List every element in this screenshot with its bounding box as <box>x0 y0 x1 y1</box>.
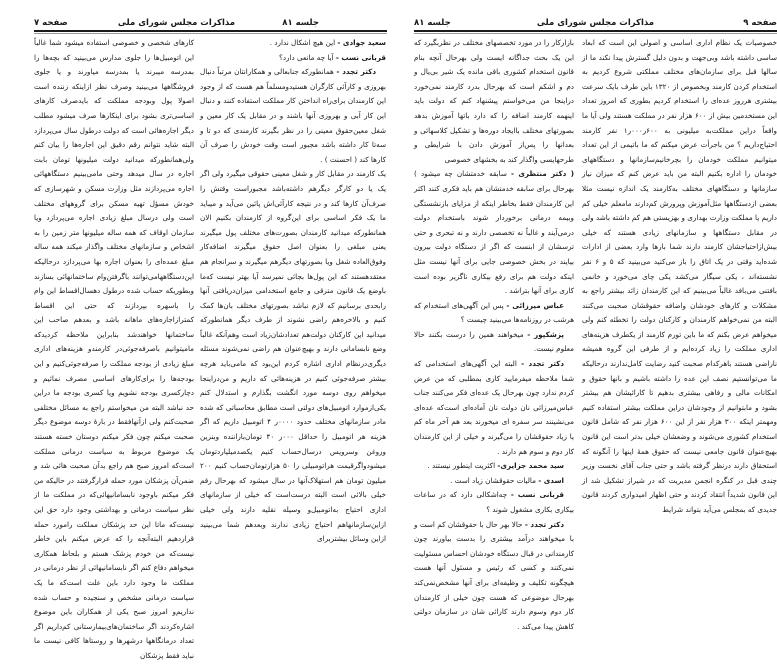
text-column-left <box>414 36 574 634</box>
header-title: مذاکرات مجلس شورای ملی <box>536 18 655 28</box>
speech-text: حالا بهر حال با حقوقشان کم است و با میخواهند درآمد بیشتری را بدست بیاورند چون کارمندانی در قبال دستگاه خودشان احساس مسئولیت نمی‌کنند و کسی که رئیس و مسئول آنها هست هیچگونه تکلیف و وظیفه‌ای برای آنها مشخص‌نمی‌کند بهرحال موضوعی که هست چون خیلی از کارمندان کار دوم وسوم دارند کارائی شان در سازمان دولتی کاهش پیدا می‌کند . <box>414 519 574 631</box>
speaker-name: دکتر تجدد - <box>336 67 377 77</box>
text-column-left <box>34 36 194 664</box>
speaker-name: پزشکپور - <box>527 329 564 339</box>
speaker-name: دکتر تجدد - <box>524 519 565 529</box>
speech-text: بازارکار را در مورد تخصصهای مختلف در نظربگیرد که این یک بحث جداگانه ایست ولی بهرحال آنچه بنام قانون استخدام کشوری باقی مانده یک شیر بی‌یال و دم و اشکم است که بهرحال بدرد کارمند نمی‌خورد دراینجا من می‌خواستم پیشنهاد کنم که دولت باید اینهمه کارمند اضافه را که دارد باتها آموزش بدهد بصورتهای مختلف باایجاد دوره‌ها و تشکیل کلاسهائی و بعدانها را پس‌از آموزش دادن با شرایطی و طرحهایسی واگذار کند به بخشهای خصوصی <box>414 38 574 164</box>
paragraph <box>414 167 574 298</box>
paragraph <box>34 36 194 664</box>
page-header <box>34 14 319 28</box>
header-rule <box>34 30 387 32</box>
paragraph <box>582 36 777 518</box>
speaker-name: قربانی نسب - <box>335 52 386 62</box>
speech-text: اکثریت اینطور نیستند . <box>427 461 498 471</box>
page-header <box>414 14 777 28</box>
header-page-number: صفحه ۹ <box>743 18 777 28</box>
speech-text: پس این آگهی‌های استخدام که هرشب در روزنامه‌ها می‌بینید چیست ؟ <box>414 300 574 325</box>
speech-text: خصوصیات یک نظام اداری اساسی و اصولی این است که ابعاد ساسی داشته باشد وبی‌جهت و بدون دلیل گسترش پیدا نکند ما از سالها قبل برای سازمان‌های مختلف مملکتی شروع کردیم به استخدام کردن کارمند وبخصوص از ۱۳۲۰ باین طرف بایک سرعت بیشتری هرروز عده‌ای را استخدام کردیم بطوری که امروز تعداد این مستخدمین بیش از ۶۰۰ هزار نفر در مملکت هستند ولی آیا ما واقعاً دراین مملکت‌به میلیونی به ۶۰۰ر۰۰۰ر۱ نفر کارمند احتیاج‌داریم ؟ من باجرأت عرض میکنم که ما باتیمی از این تعداد میتوانیم مملکت خودمان را بچرخانیم‌سازمانها و دستگاههای خودمان را اداره بکنیم البته من باید عرض کنم که میزان نیاز سازمانها و دستگاههای مختلف به‌کارمند یک اندازه نیست مثلا بعضی ازدستگاهها مثل‌آموزش وپرورش کم‌دارند ما‌معلم خیلی کم داریم یا مملکت وزارت بهداری و بهزیستی هم کم داشته باشد ولی در مقابل دستگاهها و سازمانهای زیادی هستند که خیلی بیش‌ازاحتیاجشان کارمند دارند شما بارها وارد بعضی از ادارات شده‌اید وقتی در یک اتاق را باز می‌کنید می‌بینید که ۵ و ۶ نفر نشسته‌اند ، یکی سیگار می‌کشد یکی چای می‌خورد و خانمی بافتنی می‌بافد غالباً می‌بینیم که این کارمندان زائد بیشتر راجع به مشکلات و کارهای خودشان واضافه حقوقشان صحبت می‌کنند البته من نمی‌خواهم کارمندان و کارکنان دولت را تخطئه کنم ولی میخواهم عرض بکنم که ما باین تورم کارمند از یکطرف هزینه‌های اداری مملکت را زیاد کرده‌ایم و از طرفی این گروه همیشه ناراضی هستند باهرکدام صحبت کنید رضایت کامل‌ندارند درحالیکه ما می‌توانستیم نصف این عده را داشته باشیم و بانها حقوق و امکانات مالی و رفاهی بیشتری بدهیم تا کارائیشان هم بیشتر بشود و مابتوانیم از وجودشان دراین مملکت بیشتر استفاده کنیم ومهمتر اینکه ۳۰۰ هزار نفر از این ۶۰۰ هزار نفر که شامل قانون استخدام کشوری می‌شوند و وضعشان خیلی بدتر است این قانون بهیچ‌عنوان قانون جامعی نیست که حقوق همهٔ اینها را آنگونه که استحقاق دارند درنظر گرفته باشد و حتی جناب آقای نخست وزیر چندی قبل در کنگره انجمن مدیریت که در شیراز تشکیل شد از این قانون شدیداً انتقاد کردند و حتی اظهار امیدواری کردند قانون جدیدی که بمجلس می‌آید بتواند شرایط <box>582 38 777 514</box>
paragraph <box>200 65 386 167</box>
speaker-name: اسدی - <box>538 475 564 485</box>
speaker-name: سید محمد جزایری- <box>497 461 564 471</box>
header-rule <box>414 30 777 32</box>
text-column-right <box>582 36 777 518</box>
speech-text: چه‌اشکالی دارد که در ساعات بیکاری بکاری مشغول شوند ؟ <box>414 490 574 514</box>
speech-text: یک کارمند در مقابل کار و شغل معینی حقوقی میگیرد ولی اگر یک یا دو کارگر دیگرهم داشته‌باشد مجبوراست وقتش را صرف‌آن کارها کند و در نتیجه کارآئی‌اش پائین می‌آید و میباید ما یک فکر اساسی برای این‌گروه از کارمندان بکنیم الان همانطورکه میدانید کارمندان بصورت‌های مختلف پول میگیرند یعنی مبلغی را بعنوان اصل حقوق میگیرند اضافه‌کار وفوق‌العاده شغل ویا بصورتهای دیگرهم میگیرند و سرانجام هم معتقدهستند که این پول‌ها بجائی نمیرسد آیا بهتر نیست که‌ما باوضع یک قانون مترقی و جامع استخدامی میزان‌دریافتی آنها رابحدی برسانیم که لازم نباشد بصورتهای مختلف بان‌ها کمک کنیم و بالاخره‌هم راضی نشوند از طرف دیگر همانطورکه میدانید این کارکنان دولت‌هم تعدادشان‌زیاد است وهم‌آنکه غالباً وضع نابسامانی دارند و بهیچ‌عنوان هم راضی نمی‌شوند مسئله دیگری‌درنظام اداری اشاره کردم این‌بود که ما‌می‌باید هرچه بیشتر صرفه‌جوئی کنیم در هزینه‌هائی که داریم و من‌دراینجا میخواهم روی دوسه مورد انگشت بگذارم و استدلال کنم یکی‌ازموارد اتومبیل‌های دولتی است مطابق محاسباتی که شده مادر سازمانهای مختلف حدود ۰۰۰۰ر ۴ اتومبیل داریم که اگر هزینه هر اتومبیل را حداقل ۰۰۰ر ۴۰ تومان‌بارانندە وبنزین وروغن وسرویس درسال‌حساب کنیم یکصدمیلیاردتومان میشودواگرقیمت هراتومبیلی را ۵۰ هزارتومان‌حساب کنیم ۲۰۰ میلیون تومان هم استهلاک‌آنها در سال میشود که بهرحال رقم خیلی بالائی است البته درست‌است که خیلی از سازمانهای اداری احتیاج به‌اتومبیل‌و وسیله نقلیه دارند ولی خیلی ازاین‌سازمانهاهم احتیاج زیادی ندارند وبعدهم شما می‌بینید ازاین وسائل بیشتربرای <box>200 169 387 544</box>
paragraph <box>414 488 574 517</box>
header-title: مذاکرات مجلس شورای ملی <box>117 18 236 28</box>
speech-text: سابقه خدمتشان چه میشود ) بهرحال برای سابقه خدمتشان هم باید فکری کنند اکثر این کارمندان فقط بخاطر اینکه از مزایای بازنشستگی وبیمه درمانی برخوردار شوند باستخدام دولت درمی‌آیند و غالباً نه تخصصی دارند و نه تبحری و حتی ترسشان از ابنست که اگر از دستگاه دولت بیرون بیایند در بخش خصوصی جایی برای آنها نیست مثل اینکه دولت هم برای رفع بیکاری ناگزیر بوده است کاری برای آنها بتراشد . <box>414 169 574 296</box>
speech-text: آیا چه مانعی دارد؟ <box>279 52 336 62</box>
speech-text: مالیات حقوقشان زیاد است . <box>450 475 539 485</box>
speaker-name: عباس میرزائی - <box>506 300 564 310</box>
left-page <box>0 0 389 660</box>
right-page <box>389 0 777 631</box>
paragraph <box>414 518 574 635</box>
text-column-right <box>200 36 386 547</box>
paragraph <box>414 328 574 357</box>
speaker-name: ( دکتر منتظری - <box>510 169 574 179</box>
header-page-number: صفحه ۷ <box>34 18 68 28</box>
speaker-name: دکتر تجدد - <box>521 359 565 369</box>
paragraph <box>414 474 574 489</box>
paragraph <box>414 357 574 459</box>
speech-text: کارهای شخصی و خصوصی استفاده میشود شما غالباً این اتومبیل‌ها را جلوی مدارس می‌بینید که بچه‌ها را بمدرسه میبرند یا بمدرسه میاورند و یا جلوی فروشگاهها می‌بینید وصرف نظر ازاینکه زننده است اصولا پول وبودجه مملکت که بایدصرف کارهای اساسی‌تری بشود برای اینکارها صرف میشود مطلب دیگر اجاره‌هائی است که دولت درطول سال می‌پردازد البته شاید نتوانم رقم دقیق این اجاره‌ها را بیان کنم ولی‌همانطورکه میدانید دولت میلیونها تومان بابت اجاره در سال میدهد وحتی مامی‌بینیم دستگاههائی اجاره می‌پردازند مثل وزارت مسکن و شهرسازی که خودش مسؤل تهیه مسکن برای گروههای مختلف است ولی درسال مبلغ زیادی اجاره می‌پردازد ویا سازمان اوقاف که همه ساله میلیونها متر زمین را به اشخاص و سازمانهای مختلف واگذار میکند همه ساله مبلغ عمده‌ای را بعنوان اجاره بها می‌پردازد درحالیکه این‌دستگاههامی‌توانند باگرفتن‌وام ساختمانهائی بسازند وبطوریکه حساب شده درطول دهسال‌اقساط این وام را باسهره بپردازند که حتی این اقساط کمترازاجاره‌های ماهانه باشد و بعدهم صاحب این ساختمانها خواهندشد بنابراین ملاحظه کردیدکه ماميتوانيم باصرفه‌جوئی‌در کارمندو هزینه‌های اداری مبلغ زیادی از بودجه مملکت را صرفه‌جوئی‌کنیم و این بودجه‌ها را برای‌کارهای اساسی مصرف نمائیم و دچارکسری بودجه نشویم ویا کسری بودجه ما دراین حد نباشد البته من میخواستم راجع به مسائل مختلفی صحبت‌کنم ولی ازآنهافقط در بارهٔ دوسه موضوع دیگر صحبت میکنم چون فکر میکنم دوستان خسته هستند یک موضوع مربوط به سیاست درمانی مملکت است‌که امروز صبح هم راجع بدآن صحبت هائی شد و ضمن‌آن پزشکان مورد حمله قرارگرفتند در حالیکه من فکر میکنم باوجود نابسامانیهائی‌که در مملکت ما از نظر سیاست درمانی و بهداشتی وجود دارد حق این نیست‌که ماتا این حد پزشکان مملکت رامورد حمله قراردهیم البته‌آنچه را که عرض میکنم باین خاطر نیست‌که من خودم پزشک هستم و بلحاظ همکاری میخواهم دفاع کنم اگر نابسامانیهائی از نظر درمانی در مملکت ما وجود دارد باین علت است‌که ما یک سیاست درمانی مشخص و سنجیده و حساب شده نداریم‌و امروز صبح یکی از همکاران باین موضوع اشاره‌کردند اگر ساختمان‌های‌بیمارستانی کم‌داریم اگر تعداد درمانگاهها درشهرها و روستاها کافی نیست ما نباید فقط پزشکان <box>34 38 194 660</box>
paragraph <box>200 36 386 51</box>
paragraph <box>200 51 386 66</box>
speech-text: این هیچ اشکال ندارد . <box>269 38 338 47</box>
speaker-name: قربانی نسب - <box>510 490 564 500</box>
paragraph <box>414 459 574 474</box>
paragraph <box>414 36 574 167</box>
speech-text: میخواهند همین را درست بکنند حالا معلوم نیست. <box>414 329 574 354</box>
speech-text: البته این آگهی‌های استخدامی که شما ملاحظه میفرمایید کاری بمطلبی که من عرض کردم ندارد چون بهرحال یک عده‌ای فکر می‌کنند جناب عباس‌میرزائی نان دولت نان آماده‌ای است‌که عده‌ای می‌نشینند سر سفره ای میخورند بعد هم آخر ماه کم یا زیاد حقوقشان را می‌گیرند و خیلی از این کارمندان کار دوم و سوم هم دارند . <box>414 359 574 456</box>
header-session: جلسه ۸۱ <box>282 18 319 28</box>
speech-text: همانطورکه جنابعالی و همکارانتان مرتباً دنبال بهروزی و کارآئی کارگران هستیدومسلماً هم هست که از وجود این کارمندان برای‌راه انداختن کار مملکت استفاده کنند و دنبال این کار آبی و بهروزی آنها باشند و در مقابل یک کار معین و شغل معین‌حقوق معینی را در نظر بگیرند کارمندی که دو تا و سه‌تا کار داشته باشد مجبور است وقت خودش را صرف آن کارها کند ( احسنت ) . <box>200 67 386 164</box>
header-session: جلسه ۸۱ <box>414 18 451 28</box>
speaker-name: سعید جوادی - <box>337 38 386 47</box>
paragraph <box>414 299 574 328</box>
paragraph <box>200 167 386 546</box>
